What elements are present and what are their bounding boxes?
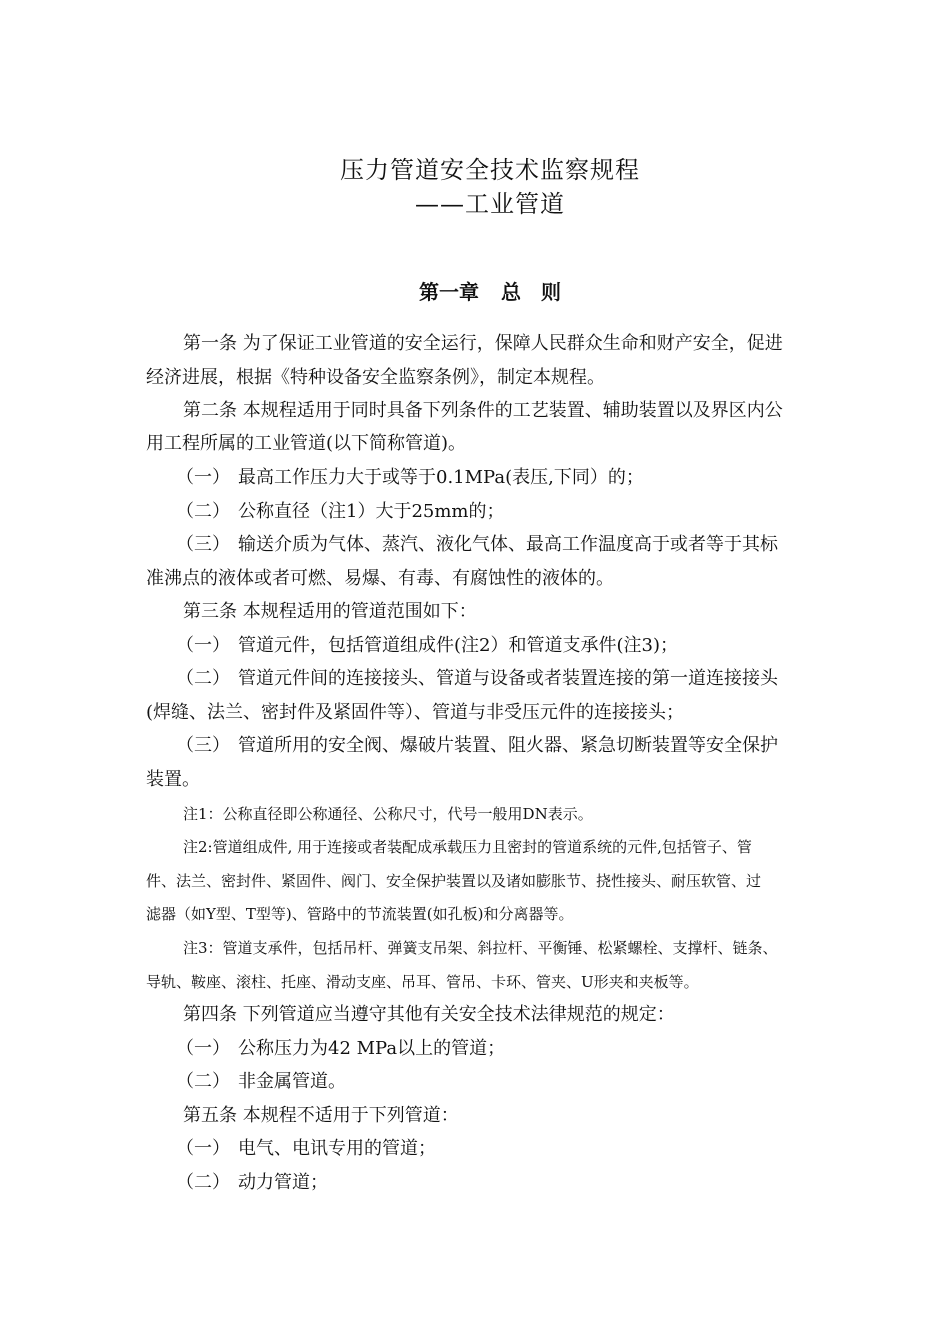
item-number: （一） — [176, 1038, 230, 1059]
article-4-item-2 — [176, 1070, 346, 1094]
article-5-item-2 — [176, 1171, 328, 1195]
article-4-item-1 — [176, 1037, 505, 1061]
article-2-item-1 — [176, 466, 644, 490]
item-text: 公称压力为42 MPa以上的管道； — [238, 1038, 506, 1059]
article-3-item-3 — [176, 734, 778, 758]
article-5-line-1: 第五条 本规程不适用于下列管道： — [183, 1105, 459, 1126]
article-3-item-1 — [176, 634, 678, 658]
item-number: （三） — [176, 534, 230, 555]
note-2-line-2: 件、法兰、密封件、紧固件、阀门、安全保护装置以及诸如膨胀节、挠性接头、耐压软管、过 — [146, 872, 762, 890]
item-text: 管道元件，包括管道组成件(注2）和管道支承件(注3)； — [238, 635, 678, 656]
note-2-line-1: 注2:管道组成件, 用于连接或者装配成承载压力且密封的管道系统的元件,包括管子、管 — [183, 838, 752, 856]
article-4-line-1: 第四条 下列管道应当遵守其他有关安全技术法律规范的规定： — [183, 1004, 675, 1025]
item-number: （二） — [176, 668, 230, 689]
chapter-name: 总 则 — [501, 280, 561, 304]
article-2-item-3 — [176, 533, 778, 557]
item-text: 公称直径（注1）大于25mm的； — [238, 501, 505, 522]
item-text: 电气、电讯专用的管道； — [238, 1138, 436, 1159]
item-number: （一） — [176, 1138, 230, 1159]
article-2-item-3-continued: 准沸点的液体或者可燃、易爆、有毒、有腐蚀性的液体的。 — [146, 568, 614, 589]
document-title: 压力管道安全技术监察规程 — [340, 156, 640, 184]
article-3-line-1: 第三条 本规程适用的管道范围如下： — [183, 601, 477, 622]
item-text: 非金属管道。 — [238, 1071, 346, 1092]
item-text: 动力管道； — [238, 1172, 328, 1193]
article-2-line-1: 第二条 本规程适用于同时具备下列条件的工艺装置、辅助装置以及界区内公 — [183, 400, 783, 421]
article-2-line-2: 用工程所属的工业管道(以下简称管道)。 — [146, 433, 467, 454]
item-number: （一） — [176, 467, 230, 488]
item-text: 输送介质为气体、蒸汽、液化气体、最高工作温度高于或者等于其标 — [238, 534, 778, 555]
article-3-item-3-continued: 装置。 — [146, 769, 200, 790]
item-number: （二） — [176, 1071, 230, 1092]
article-3-item-2 — [176, 667, 778, 691]
item-number: （三） — [176, 735, 230, 756]
item-text: 管道元件间的连接接头、管道与设备或者装置连接的第一道连接接头 — [238, 668, 778, 689]
article-1-line-1: 第一条 为了保证工业管道的安全运行，保障人民群众生命和财产安全，促进 — [183, 333, 783, 354]
note-3-line-1: 注3：管道支承件，包括吊杆、弹簧支吊架、斜拉杆、平衡锤、松紧螺栓、支撑杆、链条、 — [183, 939, 778, 957]
article-2-item-2 — [176, 500, 505, 524]
article-5-item-1 — [176, 1137, 436, 1161]
item-text: 管道所用的安全阀、爆破片装置、阻火器、紧急切断装置等安全保护 — [238, 735, 778, 756]
article-1-line-2: 经济进展，根据《特种设备安全监察条例》，制定本规程。 — [146, 367, 605, 388]
note-1: 注1：公称直径即公称通径、公称尺寸，代号一般用DN表示。 — [183, 805, 593, 823]
article-3-item-2-continued: (焊缝、法兰、密封件及紧固件等）、管道与非受压元件的连接接头； — [146, 702, 685, 723]
chapter-number: 第一章 — [419, 280, 479, 304]
note-2-line-3: 滤器（如Y型、T型等)、管路中的节流装置(如孔板)和分离器等。 — [146, 905, 574, 923]
chapter-heading — [0, 276, 950, 305]
document-subtitle: ——工业管道 — [415, 190, 565, 218]
note-3-line-2: 导轨、鞍座、滚柱、托座、滑动支座、吊耳、管吊、卡环、管夹、U形夹和夹板等。 — [146, 973, 699, 991]
item-number: （二） — [176, 1172, 230, 1193]
item-text: 最高工作压力大于或等于0.1MPa(表压,下同）的； — [238, 467, 644, 488]
item-number: （一） — [176, 635, 230, 656]
item-number: （二） — [176, 501, 230, 522]
